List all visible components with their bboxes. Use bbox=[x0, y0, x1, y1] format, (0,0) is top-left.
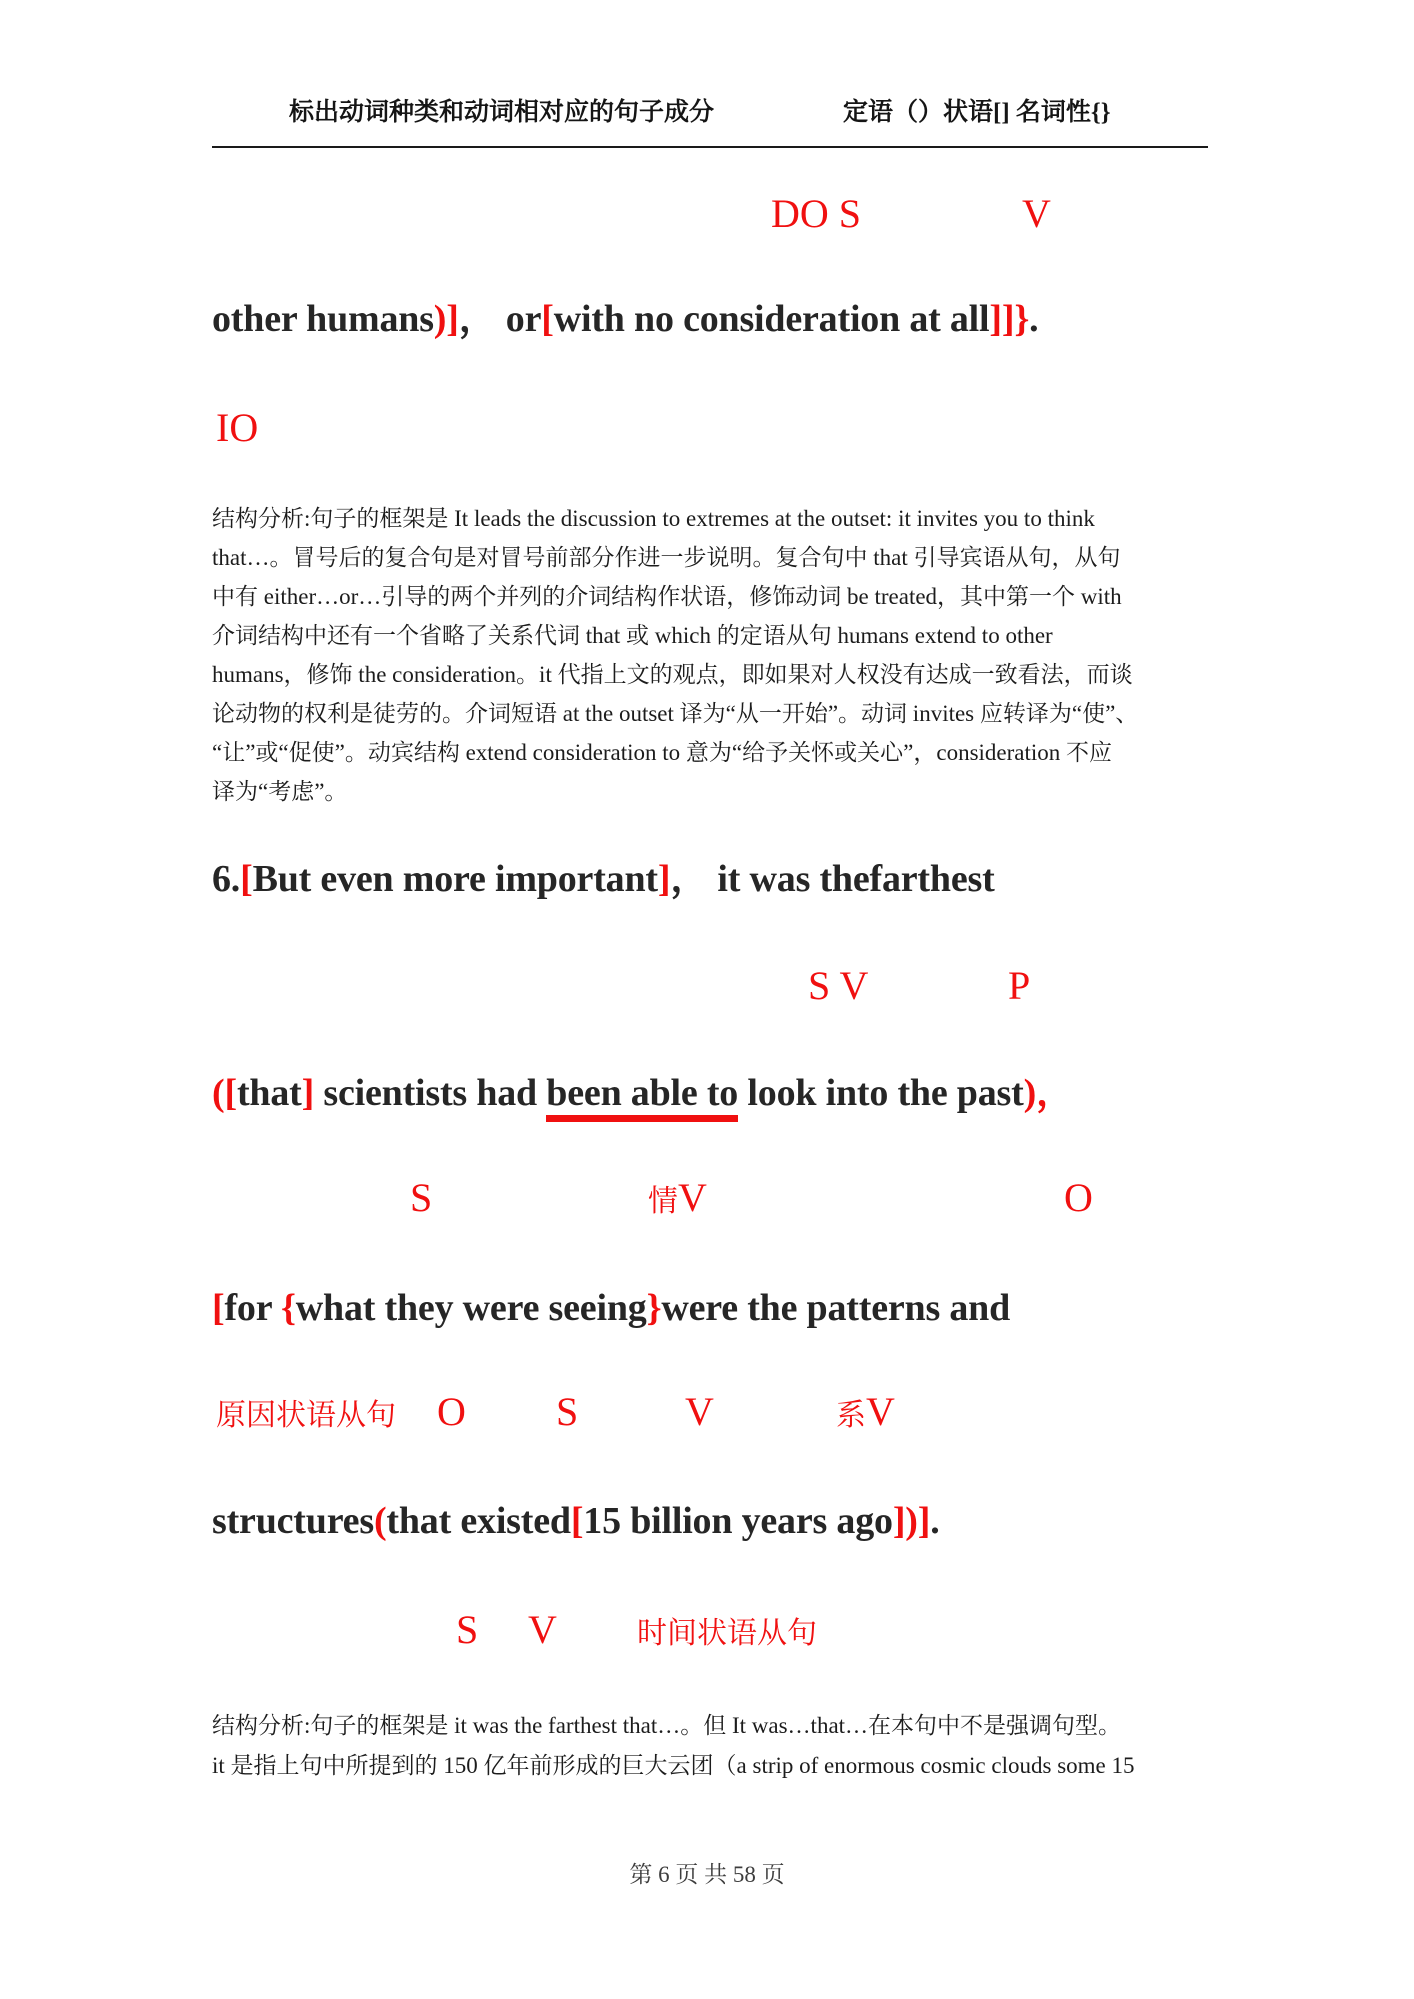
text-segment: what they were seeing bbox=[295, 1287, 647, 1329]
text-segment: 6. bbox=[212, 858, 241, 900]
text-segment: were the patterns and bbox=[661, 1287, 1011, 1329]
text-segment: } bbox=[646, 1287, 662, 1329]
grammar-label-xi: 系 bbox=[836, 1399, 866, 1432]
grammar-label-o: O bbox=[1064, 1175, 1093, 1220]
paragraph-line: 结构分析:句子的框架是 it was the farthest that…。但 It was…that…在本句中不是强调句型。 bbox=[212, 1713, 1122, 1738]
grammar-label-v: V bbox=[866, 1389, 895, 1434]
paragraph-line: 介词结构中还有一个省略了关系代词 that 或 which 的定语从句 humans extend to other bbox=[212, 623, 1053, 648]
text-segment: ])] bbox=[892, 1500, 931, 1542]
paragraph-line: 中有 either…or…引导的两个并列的介词结构作状语，修饰动词 be treated，其中第一个 with bbox=[212, 584, 1122, 609]
sentence-line-1 bbox=[212, 296, 1038, 344]
paragraph-line: “让”或“促使”。动宾结构 extend consideration to 意为“给予关怀或关心”，consideration 不应 bbox=[212, 740, 1113, 765]
grammar-label-reason-adverbial-clause: 原因状语从句 bbox=[216, 1399, 396, 1432]
text-segment: ， or bbox=[458, 298, 542, 340]
sentence-line-5 bbox=[212, 1498, 940, 1546]
text-segment: . bbox=[1029, 298, 1039, 340]
paragraph-line: that…。冒号后的复合句是对冒号前部分作进一步说明。复合句中 that 引导宾语从句，从句 bbox=[212, 545, 1121, 570]
sentence-line-3 bbox=[212, 1070, 1074, 1118]
grammar-label-s: S bbox=[410, 1175, 433, 1220]
text-segment: { bbox=[281, 1287, 296, 1329]
paragraph-line: 译为“考虑”。 bbox=[212, 779, 348, 804]
text-segment: [ bbox=[224, 1072, 237, 1114]
text-segment: scientists had bbox=[314, 1072, 547, 1114]
text-segment: ( bbox=[212, 1072, 225, 1114]
text-segment: other humans bbox=[212, 298, 434, 340]
grammar-label-s: S bbox=[456, 1607, 479, 1652]
text-segment: with no consideration at all bbox=[553, 298, 990, 340]
paragraph-line: humans，修饰 the consideration。it 代指上文的观点，即如果对人权没有达成一致看法，而谈 bbox=[212, 662, 1133, 687]
grammar-label-v: V bbox=[685, 1389, 714, 1434]
text-segment: [ bbox=[240, 858, 253, 900]
grammar-label-v: V bbox=[1022, 191, 1051, 236]
paragraph-line: it 是指上句中所提到的 150 亿年前形成的巨大云团（a strip of enormous cosmic clouds some 15 bbox=[212, 1753, 1135, 1778]
page-footer: 第 6 页 共 58 页 bbox=[629, 1862, 785, 1887]
text-segment: that existed bbox=[386, 1500, 571, 1542]
sentence-line-4 bbox=[212, 1285, 1010, 1333]
text-segment: ， bbox=[1036, 1072, 1074, 1114]
header-left-label: 标出动词种类和动词相对应的句子成分 bbox=[289, 99, 715, 126]
text-segment: that bbox=[236, 1072, 302, 1114]
sentence-line-2 bbox=[212, 856, 995, 904]
text-segment: 15 billion years ago bbox=[583, 1500, 893, 1542]
grammar-label-o: O bbox=[437, 1389, 466, 1434]
text-segment: . bbox=[930, 1500, 940, 1542]
grammar-label-qing: 情 bbox=[648, 1185, 678, 1218]
text-segment: [ bbox=[570, 1500, 584, 1542]
header-rule bbox=[212, 146, 1208, 148]
paragraph-line: 论动物的权利是徒劳的。介词短语 at the outset 译为“从一开始”。动词 invites 应转译为“使”、 bbox=[212, 701, 1139, 726]
text-segment: ] bbox=[657, 858, 671, 900]
header-right-label: 定语（）状语[] 名词性{} bbox=[843, 99, 1111, 126]
grammar-label-s: S bbox=[556, 1389, 579, 1434]
paragraph-line: 结构分析:句子的框架是 It leads the discussion to extremes at the outset: it invites you to think bbox=[212, 506, 1095, 531]
text-segment: )] bbox=[433, 298, 459, 340]
grammar-label-time-adverbial-clause: 时间状语从句 bbox=[637, 1617, 817, 1650]
grammar-label-v: V bbox=[528, 1607, 557, 1652]
text-segment: structures bbox=[212, 1500, 374, 1542]
grammar-label-s-v: S V bbox=[808, 963, 869, 1008]
analysis-paragraph-2 bbox=[212, 1706, 1217, 1786]
text-segment: for bbox=[224, 1287, 282, 1329]
text-segment: been able to bbox=[546, 1072, 738, 1122]
text-segment: But even more important bbox=[252, 858, 658, 900]
text-segment: ， it was thefarthest bbox=[670, 858, 995, 900]
text-segment: ]]} bbox=[989, 298, 1030, 340]
text-segment: ( bbox=[373, 1500, 387, 1542]
grammar-label-xi-v bbox=[836, 1389, 895, 1434]
text-segment: ) bbox=[1023, 1072, 1037, 1114]
grammar-label-p: P bbox=[1008, 963, 1031, 1008]
grammar-label-io: IO bbox=[216, 405, 259, 450]
analysis-paragraph-1 bbox=[212, 499, 1217, 811]
text-segment: [ bbox=[212, 1287, 225, 1329]
grammar-label-do-s: DO S bbox=[771, 191, 862, 236]
grammar-label-qing-v bbox=[648, 1175, 707, 1220]
grammar-label-v: V bbox=[678, 1175, 707, 1220]
text-segment: look into the past bbox=[738, 1072, 1024, 1114]
text-segment: [ bbox=[541, 298, 554, 340]
text-segment: ] bbox=[301, 1072, 315, 1114]
